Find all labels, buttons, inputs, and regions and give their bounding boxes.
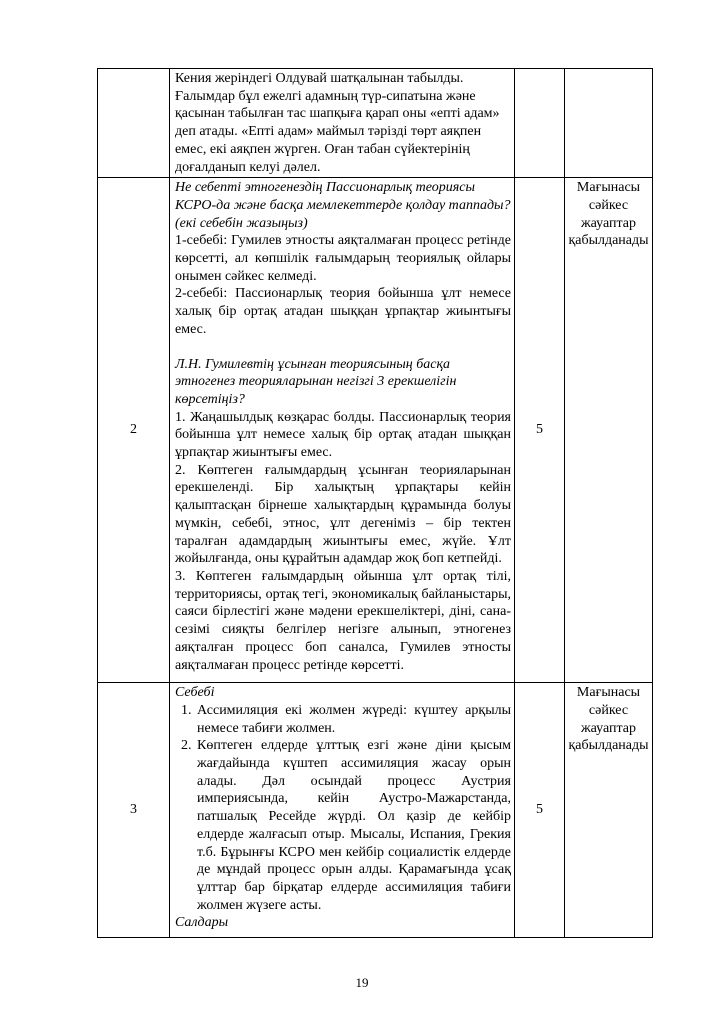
answer-cell: [170, 178, 515, 683]
score-cell: 5: [515, 683, 565, 938]
section-heading: Себебі: [175, 685, 215, 701]
answer-list: [175, 702, 511, 914]
list-item: 1. Ассимиляция екі жолмен жүреді: күштеу арқылы немесе табиғи жолмен.: [195, 702, 511, 737]
page-number: 19: [355, 975, 369, 990]
score-cell: 5: [515, 178, 565, 683]
note-cell: Мағынасы сәйкес жауаптар қабылданады: [565, 683, 653, 938]
table-row: [98, 178, 653, 683]
score-cell: [515, 69, 565, 178]
task-number-cell: 3: [98, 683, 170, 938]
answer-paragraph: 2. Көптеген ғалымдардың ұсынған теорияларынан ерекшеленді. Бір халықтың ұрпақтары кейін қалыптасқан бірнеше халықтардың құрамында болуы мүмкін, себебі, этнос, ұлт дегеніміз – бір тектен таралған адамдардың жиынтығы емес, жүйе. Ұлт жойылғанда, оны құрайтын адамдар жоқ боп кетпейді.: [175, 462, 511, 567]
table-row: [98, 69, 653, 178]
answer-cell: [170, 69, 515, 178]
answer-paragraph: 1. Жаңашылдық көзқарас болды. Пассионарлық теория бойынша ұлт немесе халық бір ортақ атадан шыққан ұрпақтар жиынтығы емес.: [175, 409, 511, 461]
question-text: Не себепті этногенездің Пассионарлық теориясы КСРО-да және басқа мемлекеттерде қолдау таппады? (екі себебін жазыңыз): [175, 180, 511, 231]
answer-table: [97, 68, 653, 938]
table-row: [98, 683, 653, 938]
question-text: Л.Н. Гумилевтің ұсынған теориясының басқа этногенез теорияларынан негізгі 3 ерекшелігін көрсетіңіз?: [175, 356, 457, 407]
note-cell: Мағынасы сәйкес жауаптар қабылданады: [565, 178, 653, 683]
answer-paragraph: 3. Көптеген ғалымдардың ойынша ұлт ортақ тілі, территориясы, ортақ тегі, экономикалық байланыстары, саяси бірлестігі және мәдени ерекшеліктері, діні, сана-сезімі сияқты белгілер негізге алынып, этногенез аяқталған процесс боп саналса, Гумилев этносты аяқталмаған процесс ретінде көрсетті.: [175, 568, 511, 673]
answer-cell: [170, 683, 515, 938]
task-number-cell: [98, 69, 170, 178]
spacer: [175, 339, 511, 356]
section-heading: Салдары: [175, 915, 229, 931]
answer-paragraph: 1-себебі: Гумилев этносты аяқталмаған процесс ретінде көрсетті, ал көпшілік ғалымдарың теориялық ойлары онымен сәйкес келмеді.: [175, 233, 511, 284]
task-number-cell: 2: [98, 178, 170, 683]
answer-paragraph: Кения жеріндегі Олдувай шатқалынан табылды. Ғалымдар бұл ежелгі адамның түр-сипатына және қасынан табылған тас шапқыға қарап оны «епті адам» деп атады. «Епті адам» маймыл тәрізді төрт аяқпен емес, екі аяқпен жүрген. Оған табан сүйектерінің доғалданып келуі дәлел.: [175, 71, 500, 175]
list-item: 2. Көптеген елдерде ұлттық езгі және діни қысым жағдайында күштеп ассимиляция жасау орын алады. Дәл осындай процесс Аустрия империясында, кейін Аустро-Мажарстанда, патшалық Ресейде жүрді. Ол қазір де кейбір елдерде жалғасып отыр. Мысалы, Испания, Грекия т.б. Бұрынғы КСРО мен кейбір социалистік елдерде де мұндай процесс орын алды. Қарамағында ұсақ ұлттар бар бірқатар елдерде ассимиляция табиғи жолмен жүзеге асты.: [195, 737, 511, 914]
note-cell: [565, 69, 653, 178]
answer-paragraph: 2-себебі: Пассионарлық теория бойынша ұлт немесе халық бір ортақ атадан шыққан ұрпақтар жиынтығы емес.: [175, 286, 511, 337]
